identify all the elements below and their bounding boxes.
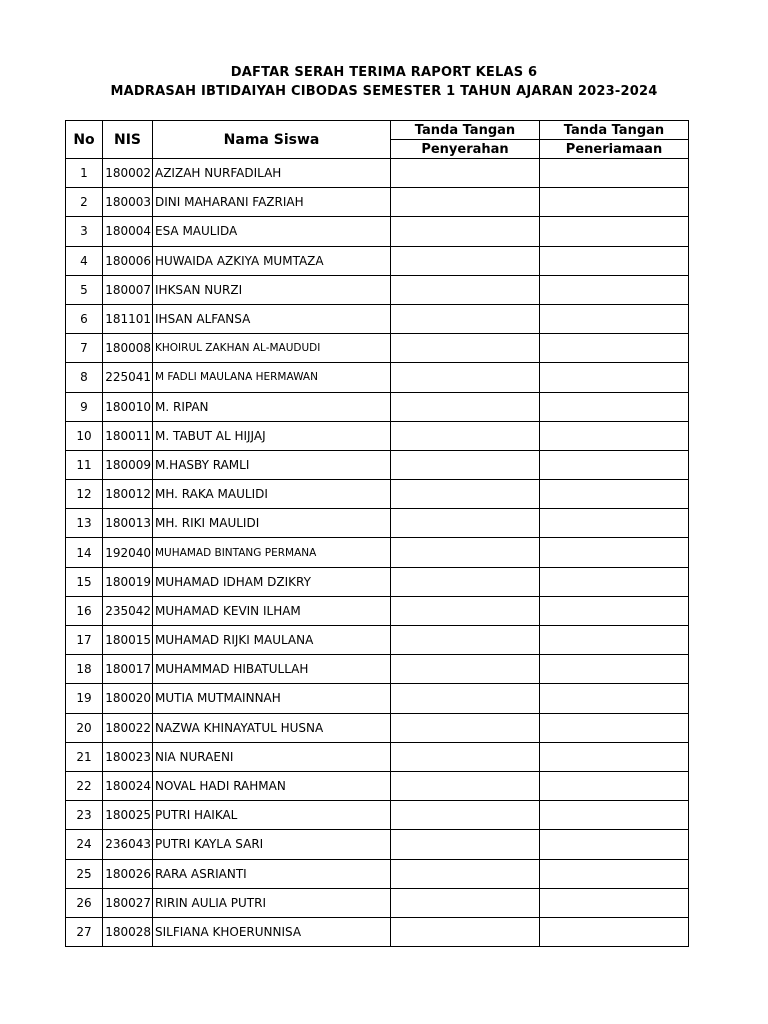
row-name: M FADLI MAULANA HERMAWAN — [153, 363, 391, 392]
row-nis: 180023 — [103, 742, 153, 771]
row-nis: 180002 — [103, 159, 153, 188]
row-no: 4 — [66, 246, 103, 275]
row-nis: 180013 — [103, 509, 153, 538]
row-signature-receipt[interactable] — [540, 713, 689, 742]
header-name: Nama Siswa — [153, 121, 391, 159]
table-row — [66, 188, 689, 217]
table-row — [66, 392, 689, 421]
row-no: 1 — [66, 159, 103, 188]
row-signature-receipt[interactable] — [540, 188, 689, 217]
table-row — [66, 334, 689, 363]
row-nis: 180003 — [103, 188, 153, 217]
row-signature-handover[interactable] — [391, 304, 540, 333]
table-row — [66, 275, 689, 304]
row-signature-receipt[interactable] — [540, 509, 689, 538]
row-nis: 225041 — [103, 363, 153, 392]
row-nis: 180017 — [103, 655, 153, 684]
row-name: PUTRI KAYLA SARI — [153, 830, 391, 859]
table-row — [66, 567, 689, 596]
row-name: RARA ASRIANTI — [153, 859, 391, 888]
row-signature-receipt[interactable] — [540, 538, 689, 567]
header-signature-receipt-top: Tanda Tangan — [540, 121, 689, 140]
table-row — [66, 509, 689, 538]
row-signature-receipt[interactable] — [540, 888, 689, 917]
row-name: KHOIRUL ZAKHAN AL-MAUDUDI — [153, 334, 391, 363]
row-signature-handover[interactable] — [391, 684, 540, 713]
row-nis: 180008 — [103, 334, 153, 363]
row-name: AZIZAH NURFADILAH — [153, 159, 391, 188]
row-signature-receipt[interactable] — [540, 596, 689, 625]
row-name: DINI MAHARANI FAZRIAH — [153, 188, 391, 217]
table-row — [66, 596, 689, 625]
row-name: M. RIPAN — [153, 392, 391, 421]
table-row — [66, 538, 689, 567]
row-no: 20 — [66, 713, 103, 742]
row-no: 16 — [66, 596, 103, 625]
table-row — [66, 480, 689, 509]
row-name: MUHAMAD BINTANG PERMANA — [153, 538, 391, 567]
row-name: MUHAMAD IDHAM DZIKRY — [153, 567, 391, 596]
row-signature-handover[interactable] — [391, 480, 540, 509]
row-signature-receipt[interactable] — [540, 859, 689, 888]
row-nis: 180019 — [103, 567, 153, 596]
header-no: No — [66, 121, 103, 159]
row-no: 27 — [66, 917, 103, 946]
row-signature-handover[interactable] — [391, 450, 540, 479]
table-row — [66, 363, 689, 392]
row-no: 3 — [66, 217, 103, 246]
row-no: 10 — [66, 421, 103, 450]
row-signature-handover[interactable] — [391, 771, 540, 800]
table-body — [66, 159, 689, 947]
table-row — [66, 246, 689, 275]
row-name: RIRIN AULIA PUTRI — [153, 888, 391, 917]
row-signature-receipt[interactable] — [540, 275, 689, 304]
row-signature-receipt[interactable] — [540, 217, 689, 246]
row-nis: 180004 — [103, 217, 153, 246]
row-signature-receipt[interactable] — [540, 246, 689, 275]
table-row — [66, 713, 689, 742]
row-signature-handover[interactable] — [391, 217, 540, 246]
row-signature-handover[interactable] — [391, 421, 540, 450]
row-signature-receipt[interactable] — [540, 159, 689, 188]
row-name: M. TABUT AL HIJJAJ — [153, 421, 391, 450]
header-signature-receipt-bottom: Peneriamaan — [540, 140, 689, 159]
table-row — [66, 626, 689, 655]
row-name: PUTRI HAIKAL — [153, 801, 391, 830]
document-subtitle: MADRASAH IBTIDAIYAH CIBODAS SEMESTER 1 TAHUN AJARAN 2023-2024 — [110, 84, 658, 99]
row-no: 17 — [66, 626, 103, 655]
row-signature-receipt[interactable] — [540, 392, 689, 421]
row-signature-handover[interactable] — [391, 509, 540, 538]
row-no: 24 — [66, 830, 103, 859]
row-signature-receipt[interactable] — [540, 830, 689, 859]
row-name: ESA MAULIDA — [153, 217, 391, 246]
row-signature-handover[interactable] — [391, 334, 540, 363]
row-name: MH. RAKA MAULIDI — [153, 480, 391, 509]
row-signature-handover[interactable] — [391, 830, 540, 859]
row-nis: 180011 — [103, 421, 153, 450]
row-name: SILFIANA KHOERUNNISA — [153, 917, 391, 946]
row-signature-receipt[interactable] — [540, 684, 689, 713]
row-no: 23 — [66, 801, 103, 830]
header-nis: NIS — [103, 121, 153, 159]
row-signature-handover[interactable] — [391, 801, 540, 830]
row-nis: 235042 — [103, 596, 153, 625]
row-no: 22 — [66, 771, 103, 800]
table-row — [66, 859, 689, 888]
row-no: 14 — [66, 538, 103, 567]
table-row — [66, 742, 689, 771]
table-row — [66, 801, 689, 830]
row-nis: 180012 — [103, 480, 153, 509]
row-name: MUTIA MUTMAINNAH — [153, 684, 391, 713]
table-row — [66, 917, 689, 946]
table-row — [66, 159, 689, 188]
row-no: 6 — [66, 304, 103, 333]
row-name: MUHAMAD KEVIN ILHAM — [153, 596, 391, 625]
row-nis: 180024 — [103, 771, 153, 800]
row-name: NAZWA KHINAYATUL HUSNA — [153, 713, 391, 742]
header-signature-handover-top: Tanda Tangan — [391, 121, 540, 140]
row-nis: 180027 — [103, 888, 153, 917]
row-no: 9 — [66, 392, 103, 421]
row-nis: 180009 — [103, 450, 153, 479]
row-signature-handover[interactable] — [391, 246, 540, 275]
row-signature-handover[interactable] — [391, 567, 540, 596]
row-no: 15 — [66, 567, 103, 596]
row-signature-handover[interactable] — [391, 888, 540, 917]
row-signature-handover[interactable] — [391, 538, 540, 567]
row-nis: 180015 — [103, 626, 153, 655]
table-row — [66, 830, 689, 859]
row-nis: 180006 — [103, 246, 153, 275]
row-nis: 192040 — [103, 538, 153, 567]
row-no: 25 — [66, 859, 103, 888]
row-signature-handover[interactable] — [391, 159, 540, 188]
row-signature-receipt[interactable] — [540, 626, 689, 655]
row-no: 8 — [66, 363, 103, 392]
row-signature-handover[interactable] — [391, 392, 540, 421]
row-nis: 180022 — [103, 713, 153, 742]
row-signature-receipt[interactable] — [540, 480, 689, 509]
row-signature-handover[interactable] — [391, 188, 540, 217]
row-nis: 180026 — [103, 859, 153, 888]
table-row — [66, 655, 689, 684]
row-nis: 236043 — [103, 830, 153, 859]
row-name: NIA NURAENI — [153, 742, 391, 771]
row-signature-handover[interactable] — [391, 363, 540, 392]
row-nis: 180020 — [103, 684, 153, 713]
row-signature-handover[interactable] — [391, 713, 540, 742]
row-signature-receipt[interactable] — [540, 742, 689, 771]
row-nis: 180028 — [103, 917, 153, 946]
row-no: 7 — [66, 334, 103, 363]
row-name: MH. RIKI MAULIDI — [153, 509, 391, 538]
row-no: 19 — [66, 684, 103, 713]
row-signature-handover[interactable] — [391, 859, 540, 888]
row-name: M.HASBY RAMLI — [153, 450, 391, 479]
row-no: 26 — [66, 888, 103, 917]
row-signature-handover[interactable] — [391, 275, 540, 304]
table-header-row — [66, 121, 689, 140]
table-row — [66, 304, 689, 333]
table-row — [66, 684, 689, 713]
row-name: MUHAMAD RIJKI MAULANA — [153, 626, 391, 655]
row-no: 18 — [66, 655, 103, 684]
row-signature-receipt[interactable] — [540, 304, 689, 333]
row-no: 5 — [66, 275, 103, 304]
row-signature-handover[interactable] — [391, 917, 540, 946]
row-nis: 181101 — [103, 304, 153, 333]
table-row — [66, 888, 689, 917]
student-report-table — [65, 120, 689, 947]
header-signature-handover-bottom: Penyerahan — [391, 140, 540, 159]
row-signature-handover[interactable] — [391, 655, 540, 684]
document-title: DAFTAR SERAH TERIMA RAPORT KELAS 6 — [230, 65, 538, 80]
row-signature-receipt[interactable] — [540, 567, 689, 596]
row-name: HUWAIDA AZKIYA MUMTAZA — [153, 246, 391, 275]
row-no: 13 — [66, 509, 103, 538]
row-signature-handover[interactable] — [391, 596, 540, 625]
row-signature-handover[interactable] — [391, 742, 540, 771]
row-no: 2 — [66, 188, 103, 217]
row-name: MUHAMMAD HIBATULLAH — [153, 655, 391, 684]
row-no: 12 — [66, 480, 103, 509]
row-signature-receipt[interactable] — [540, 450, 689, 479]
row-nis: 180010 — [103, 392, 153, 421]
row-nis: 180007 — [103, 275, 153, 304]
row-signature-receipt[interactable] — [540, 334, 689, 363]
row-no: 21 — [66, 742, 103, 771]
table-row — [66, 421, 689, 450]
row-no: 11 — [66, 450, 103, 479]
table-row — [66, 450, 689, 479]
row-signature-receipt[interactable] — [540, 655, 689, 684]
row-name: IHKSAN NURZI — [153, 275, 391, 304]
row-signature-handover[interactable] — [391, 626, 540, 655]
row-signature-receipt[interactable] — [540, 363, 689, 392]
row-signature-receipt[interactable] — [540, 771, 689, 800]
row-signature-receipt[interactable] — [540, 421, 689, 450]
row-name: IHSAN ALFANSA — [153, 304, 391, 333]
row-signature-receipt[interactable] — [540, 801, 689, 830]
row-name: NOVAL HADI RAHMAN — [153, 771, 391, 800]
row-signature-receipt[interactable] — [540, 917, 689, 946]
table-row — [66, 217, 689, 246]
table-row — [66, 771, 689, 800]
row-nis: 180025 — [103, 801, 153, 830]
